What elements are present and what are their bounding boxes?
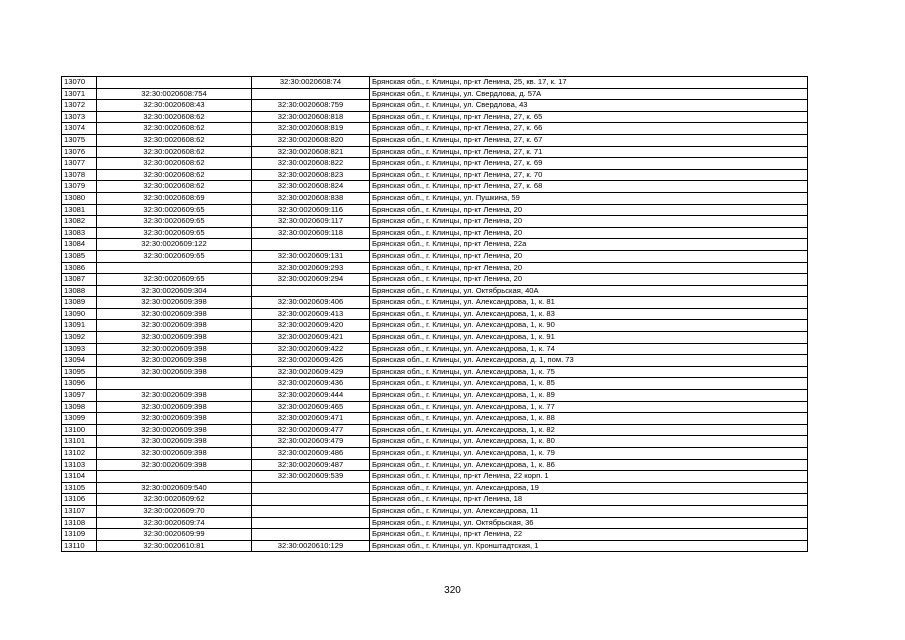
address-cell: Брянская обл., г. Клинцы, ул. Александрова, 1, к. 86 bbox=[370, 459, 808, 471]
address-cell: Брянская обл., г. Клинцы, пр-кт Ленина, 27, к. 70 bbox=[370, 169, 808, 181]
row-number-cell: 13093 bbox=[62, 343, 97, 355]
address-cell: Брянская обл., г. Клинцы, ул. Октябрьская, 36 bbox=[370, 517, 808, 529]
address-cell: Брянская обл., г. Клинцы, пр-кт Ленина, 22 bbox=[370, 529, 808, 541]
address-cell: Брянская обл., г. Клинцы, ул. Александрова, 1, к. 77 bbox=[370, 401, 808, 413]
table-row bbox=[62, 100, 808, 112]
table-row bbox=[62, 158, 808, 170]
row-number-cell: 13091 bbox=[62, 320, 97, 332]
address-cell: Брянская обл., г. Клинцы, пр-кт Ленина, 20 bbox=[370, 262, 808, 274]
row-number-cell: 13077 bbox=[62, 158, 97, 170]
row-number-cell: 13071 bbox=[62, 88, 97, 100]
row-number-cell: 13098 bbox=[62, 401, 97, 413]
address-cell: Брянская обл., г. Клинцы, ул. Александрова, 1, к. 90 bbox=[370, 320, 808, 332]
cadastral-number-building-cell bbox=[252, 239, 370, 251]
table-row bbox=[62, 401, 808, 413]
cadastral-number-building-cell: 32:30:0020609:116 bbox=[252, 204, 370, 216]
table-row bbox=[62, 181, 808, 193]
cadastral-number-building-cell: 32:30:0020609:487 bbox=[252, 459, 370, 471]
table-row bbox=[62, 540, 808, 552]
cadastral-number-cell: 32:30:0020609:398 bbox=[97, 343, 252, 355]
cadastral-number-building-cell bbox=[252, 517, 370, 529]
address-cell: Брянская обл., г. Клинцы, ул. Александрова, 1, к. 83 bbox=[370, 308, 808, 320]
table-row bbox=[62, 169, 808, 181]
row-number-cell: 13102 bbox=[62, 448, 97, 460]
table-row bbox=[62, 216, 808, 228]
cadastral-number-building-cell: 32:30:0020609:413 bbox=[252, 308, 370, 320]
cadastral-number-building-cell: 32:30:0020608:822 bbox=[252, 158, 370, 170]
row-number-cell: 13088 bbox=[62, 285, 97, 297]
cadastral-number-cell: 32:30:0020608:62 bbox=[97, 123, 252, 135]
row-number-cell: 13087 bbox=[62, 274, 97, 286]
cadastral-number-building-cell: 32:30:0020609:465 bbox=[252, 401, 370, 413]
table-row bbox=[62, 413, 808, 425]
cadastral-number-cell: 32:30:0020608:62 bbox=[97, 158, 252, 170]
cadastral-number-building-cell: 32:30:0020608:74 bbox=[252, 77, 370, 89]
cadastral-number-building-cell: 32:30:0020608:838 bbox=[252, 192, 370, 204]
table-row bbox=[62, 297, 808, 309]
cadastral-number-cell: 32:30:0020609:74 bbox=[97, 517, 252, 529]
cadastral-number-building-cell bbox=[252, 494, 370, 506]
table-row bbox=[62, 424, 808, 436]
address-cell: Брянская обл., г. Клинцы, пр-кт Ленина, 27, к. 69 bbox=[370, 158, 808, 170]
row-number-cell: 13086 bbox=[62, 262, 97, 274]
row-number-cell: 13085 bbox=[62, 250, 97, 262]
row-number-cell: 13108 bbox=[62, 517, 97, 529]
cadastral-number-cell: 32:30:0020609:398 bbox=[97, 390, 252, 402]
address-cell: Брянская обл., г. Клинцы, ул. Кронштадтская, 1 bbox=[370, 540, 808, 552]
cadastral-number-building-cell: 32:30:0020609:420 bbox=[252, 320, 370, 332]
cadastral-number-cell: 32:30:0020609:398 bbox=[97, 424, 252, 436]
address-cell: Брянская обл., г. Клинцы, пр-кт Ленина, 20 bbox=[370, 216, 808, 228]
address-cell: Брянская обл., г. Клинцы, ул. Октябрьская, 40А bbox=[370, 285, 808, 297]
address-cell: Брянская обл., г. Клинцы, ул. Александрова, 1, к. 88 bbox=[370, 413, 808, 425]
cadastral-number-building-cell: 32:30:0020609:426 bbox=[252, 355, 370, 367]
address-cell: Брянская обл., г. Клинцы, ул. Александрова, 1, к. 75 bbox=[370, 366, 808, 378]
cadastral-number-building-cell: 32:30:0020609:293 bbox=[252, 262, 370, 274]
cadastral-number-building-cell: 32:30:0020608:759 bbox=[252, 100, 370, 112]
row-number-cell: 13079 bbox=[62, 181, 97, 193]
cadastral-number-cell: 32:30:0020609:65 bbox=[97, 274, 252, 286]
registry-table bbox=[61, 76, 808, 552]
table-row bbox=[62, 332, 808, 344]
address-cell: Брянская обл., г. Клинцы, пр-кт Ленина, 20 bbox=[370, 204, 808, 216]
cadastral-number-cell: 32:30:0020609:398 bbox=[97, 332, 252, 344]
row-number-cell: 13090 bbox=[62, 308, 97, 320]
cadastral-number-cell bbox=[97, 262, 252, 274]
cadastral-number-cell: 32:30:0020609:398 bbox=[97, 413, 252, 425]
address-cell: Брянская обл., г. Клинцы, пр-кт Ленина, 27, к. 65 bbox=[370, 111, 808, 123]
address-cell: Брянская обл., г. Клинцы, ул. Александрова, 1, к. 80 bbox=[370, 436, 808, 448]
row-number-cell: 13104 bbox=[62, 471, 97, 483]
table-row bbox=[62, 227, 808, 239]
cadastral-number-cell: 32:30:0020609:70 bbox=[97, 505, 252, 517]
cadastral-number-cell: 32:30:0020609:398 bbox=[97, 448, 252, 460]
cadastral-number-building-cell: 32:30:0020608:818 bbox=[252, 111, 370, 123]
address-cell: Брянская обл., г. Клинцы, пр-кт Ленина, 27, к. 66 bbox=[370, 123, 808, 135]
row-number-cell: 13070 bbox=[62, 77, 97, 89]
table-row bbox=[62, 77, 808, 89]
row-number-cell: 13095 bbox=[62, 366, 97, 378]
cadastral-number-building-cell: 32:30:0020610:129 bbox=[252, 540, 370, 552]
cadastral-number-cell: 32:30:0020608:69 bbox=[97, 192, 252, 204]
cadastral-number-cell: 32:30:0020609:398 bbox=[97, 297, 252, 309]
cadastral-number-building-cell bbox=[252, 529, 370, 541]
cadastral-number-cell: 32:30:0020609:398 bbox=[97, 401, 252, 413]
address-cell: Брянская обл., г. Клинцы, пр-кт Ленина, 18 bbox=[370, 494, 808, 506]
address-cell: Брянская обл., г. Клинцы, ул. Александрова, 1, к. 91 bbox=[370, 332, 808, 344]
cadastral-number-building-cell: 32:30:0020609:436 bbox=[252, 378, 370, 390]
address-cell: Брянская обл., г. Клинцы, ул. Александрова, 1, к. 79 bbox=[370, 448, 808, 460]
row-number-cell: 13100 bbox=[62, 424, 97, 436]
table-row bbox=[62, 204, 808, 216]
address-cell: Брянская обл., г. Клинцы, ул. Александрова, 1, к. 85 bbox=[370, 378, 808, 390]
row-number-cell: 13092 bbox=[62, 332, 97, 344]
cadastral-number-cell: 32:30:0020608:62 bbox=[97, 111, 252, 123]
address-cell: Брянская обл., г. Клинцы, пр-кт Ленина, 22а bbox=[370, 239, 808, 251]
cadastral-number-cell: 32:30:0020608:62 bbox=[97, 169, 252, 181]
address-cell: Брянская обл., г. Клинцы, пр-кт Ленина, 22 корп. 1 bbox=[370, 471, 808, 483]
cadastral-number-cell bbox=[97, 77, 252, 89]
address-cell: Брянская обл., г. Клинцы, ул. Александрова, 11 bbox=[370, 505, 808, 517]
address-cell: Брянская обл., г. Клинцы, ул. Александрова, 1, к. 82 bbox=[370, 424, 808, 436]
cadastral-number-building-cell: 32:30:0020609:422 bbox=[252, 343, 370, 355]
table-row bbox=[62, 239, 808, 251]
table-row bbox=[62, 482, 808, 494]
row-number-cell: 13097 bbox=[62, 390, 97, 402]
address-cell: Брянская обл., г. Клинцы, пр-кт Ленина, 20 bbox=[370, 274, 808, 286]
row-number-cell: 13073 bbox=[62, 111, 97, 123]
cadastral-number-building-cell: 32:30:0020608:820 bbox=[252, 134, 370, 146]
row-number-cell: 13075 bbox=[62, 134, 97, 146]
row-number-cell: 13083 bbox=[62, 227, 97, 239]
registry-table-body bbox=[62, 77, 808, 552]
cadastral-number-building-cell: 32:30:0020609:444 bbox=[252, 390, 370, 402]
cadastral-number-building-cell: 32:30:0020609:406 bbox=[252, 297, 370, 309]
cadastral-number-cell: 32:30:0020609:540 bbox=[97, 482, 252, 494]
cadastral-number-building-cell bbox=[252, 285, 370, 297]
table-row bbox=[62, 529, 808, 541]
row-number-cell: 13074 bbox=[62, 123, 97, 135]
address-cell: Брянская обл., г. Клинцы, ул. Пушкина, 59 bbox=[370, 192, 808, 204]
row-number-cell: 13106 bbox=[62, 494, 97, 506]
cadastral-number-building-cell bbox=[252, 88, 370, 100]
cadastral-number-building-cell: 32:30:0020608:823 bbox=[252, 169, 370, 181]
table-row bbox=[62, 366, 808, 378]
row-number-cell: 13099 bbox=[62, 413, 97, 425]
table-row bbox=[62, 250, 808, 262]
address-cell: Брянская обл., г. Клинцы, ул. Свердлова, д. 57А bbox=[370, 88, 808, 100]
table-row bbox=[62, 134, 808, 146]
row-number-cell: 13107 bbox=[62, 505, 97, 517]
table-row bbox=[62, 123, 808, 135]
address-cell: Брянская обл., г. Клинцы, пр-кт Ленина, 20 bbox=[370, 250, 808, 262]
table-row bbox=[62, 378, 808, 390]
cadastral-number-building-cell: 32:30:0020609:477 bbox=[252, 424, 370, 436]
table-row bbox=[62, 448, 808, 460]
table-row bbox=[62, 355, 808, 367]
table-row bbox=[62, 505, 808, 517]
row-number-cell: 13084 bbox=[62, 239, 97, 251]
table-row bbox=[62, 285, 808, 297]
address-cell: Брянская обл., г. Клинцы, пр-кт Ленина, 20 bbox=[370, 227, 808, 239]
cadastral-number-building-cell: 32:30:0020609:486 bbox=[252, 448, 370, 460]
cadastral-number-cell bbox=[97, 471, 252, 483]
row-number-cell: 13089 bbox=[62, 297, 97, 309]
table-row bbox=[62, 471, 808, 483]
table-row bbox=[62, 192, 808, 204]
cadastral-number-building-cell bbox=[252, 505, 370, 517]
cadastral-number-cell: 32:30:0020608:62 bbox=[97, 181, 252, 193]
cadastral-number-building-cell bbox=[252, 482, 370, 494]
table-row bbox=[62, 517, 808, 529]
cadastral-number-cell: 32:30:0020609:99 bbox=[97, 529, 252, 541]
row-number-cell: 13080 bbox=[62, 192, 97, 204]
cadastral-number-cell: 32:30:0020609:398 bbox=[97, 366, 252, 378]
cadastral-number-cell: 32:30:0020609:65 bbox=[97, 227, 252, 239]
address-cell: Брянская обл., г. Клинцы, ул. Александрова, 1, к. 74 bbox=[370, 343, 808, 355]
cadastral-number-building-cell: 32:30:0020609:118 bbox=[252, 227, 370, 239]
address-cell: Брянская обл., г. Клинцы, пр-кт Ленина, 27, к. 67 bbox=[370, 134, 808, 146]
cadastral-number-building-cell: 32:30:0020609:294 bbox=[252, 274, 370, 286]
address-cell: Брянская обл., г. Клинцы, ул. Александрова, 19 bbox=[370, 482, 808, 494]
table-row bbox=[62, 459, 808, 471]
row-number-cell: 13072 bbox=[62, 100, 97, 112]
table-row bbox=[62, 494, 808, 506]
cadastral-number-cell: 32:30:0020608:754 bbox=[97, 88, 252, 100]
cadastral-number-cell bbox=[97, 378, 252, 390]
table-row bbox=[62, 111, 808, 123]
table-row bbox=[62, 88, 808, 100]
cadastral-number-cell: 32:30:0020608:62 bbox=[97, 134, 252, 146]
cadastral-number-cell: 32:30:0020609:398 bbox=[97, 308, 252, 320]
cadastral-number-cell: 32:30:0020609:304 bbox=[97, 285, 252, 297]
address-cell: Брянская обл., г. Клинцы, ул. Александрова, 1, к. 81 bbox=[370, 297, 808, 309]
cadastral-number-cell: 32:30:0020609:398 bbox=[97, 436, 252, 448]
table-row bbox=[62, 262, 808, 274]
table-row bbox=[62, 390, 808, 402]
row-number-cell: 13105 bbox=[62, 482, 97, 494]
table-row bbox=[62, 436, 808, 448]
cadastral-number-building-cell: 32:30:0020608:821 bbox=[252, 146, 370, 158]
cadastral-number-building-cell: 32:30:0020609:117 bbox=[252, 216, 370, 228]
row-number-cell: 13082 bbox=[62, 216, 97, 228]
address-cell: Брянская обл., г. Клинцы, пр-кт Ленина, 27, к. 71 bbox=[370, 146, 808, 158]
cadastral-number-cell: 32:30:0020608:43 bbox=[97, 100, 252, 112]
cadastral-number-building-cell: 32:30:0020608:819 bbox=[252, 123, 370, 135]
cadastral-number-cell: 32:30:0020609:398 bbox=[97, 320, 252, 332]
cadastral-number-cell: 32:30:0020608:62 bbox=[97, 146, 252, 158]
address-cell: Брянская обл., г. Клинцы, пр-кт Ленина, 27, к. 68 bbox=[370, 181, 808, 193]
cadastral-number-building-cell: 32:30:0020608:824 bbox=[252, 181, 370, 193]
row-number-cell: 13101 bbox=[62, 436, 97, 448]
cadastral-number-cell: 32:30:0020609:122 bbox=[97, 239, 252, 251]
row-number-cell: 13096 bbox=[62, 378, 97, 390]
table-row bbox=[62, 146, 808, 158]
row-number-cell: 13110 bbox=[62, 540, 97, 552]
cadastral-number-cell: 32:30:0020609:398 bbox=[97, 459, 252, 471]
table-row bbox=[62, 343, 808, 355]
cadastral-number-building-cell: 32:30:0020609:539 bbox=[252, 471, 370, 483]
cadastral-number-cell: 32:30:0020609:65 bbox=[97, 216, 252, 228]
cadastral-number-building-cell: 32:30:0020609:471 bbox=[252, 413, 370, 425]
cadastral-number-building-cell: 32:30:0020609:131 bbox=[252, 250, 370, 262]
row-number-cell: 13081 bbox=[62, 204, 97, 216]
table-row bbox=[62, 274, 808, 286]
row-number-cell: 13103 bbox=[62, 459, 97, 471]
cadastral-number-building-cell: 32:30:0020609:429 bbox=[252, 366, 370, 378]
row-number-cell: 13078 bbox=[62, 169, 97, 181]
cadastral-number-cell: 32:30:0020610:81 bbox=[97, 540, 252, 552]
cadastral-number-cell: 32:30:0020609:62 bbox=[97, 494, 252, 506]
table-row bbox=[62, 308, 808, 320]
address-cell: Брянская обл., г. Клинцы, ул. Александрова, д. 1, пом. 73 bbox=[370, 355, 808, 367]
cadastral-number-cell: 32:30:0020609:398 bbox=[97, 355, 252, 367]
address-cell: Брянская обл., г. Клинцы, пр-кт Ленина, 25, кв. 17, к. 17 bbox=[370, 77, 808, 89]
address-cell: Брянская обл., г. Клинцы, ул. Свердлова, 43 bbox=[370, 100, 808, 112]
row-number-cell: 13076 bbox=[62, 146, 97, 158]
page-number: 320 bbox=[444, 585, 461, 596]
cadastral-number-cell: 32:30:0020609:65 bbox=[97, 250, 252, 262]
row-number-cell: 13109 bbox=[62, 529, 97, 541]
address-cell: Брянская обл., г. Клинцы, ул. Александрова, 1, к. 89 bbox=[370, 390, 808, 402]
cadastral-number-building-cell: 32:30:0020609:479 bbox=[252, 436, 370, 448]
cadastral-number-cell: 32:30:0020609:65 bbox=[97, 204, 252, 216]
table-row bbox=[62, 320, 808, 332]
row-number-cell: 13094 bbox=[62, 355, 97, 367]
cadastral-number-building-cell: 32:30:0020609:421 bbox=[252, 332, 370, 344]
